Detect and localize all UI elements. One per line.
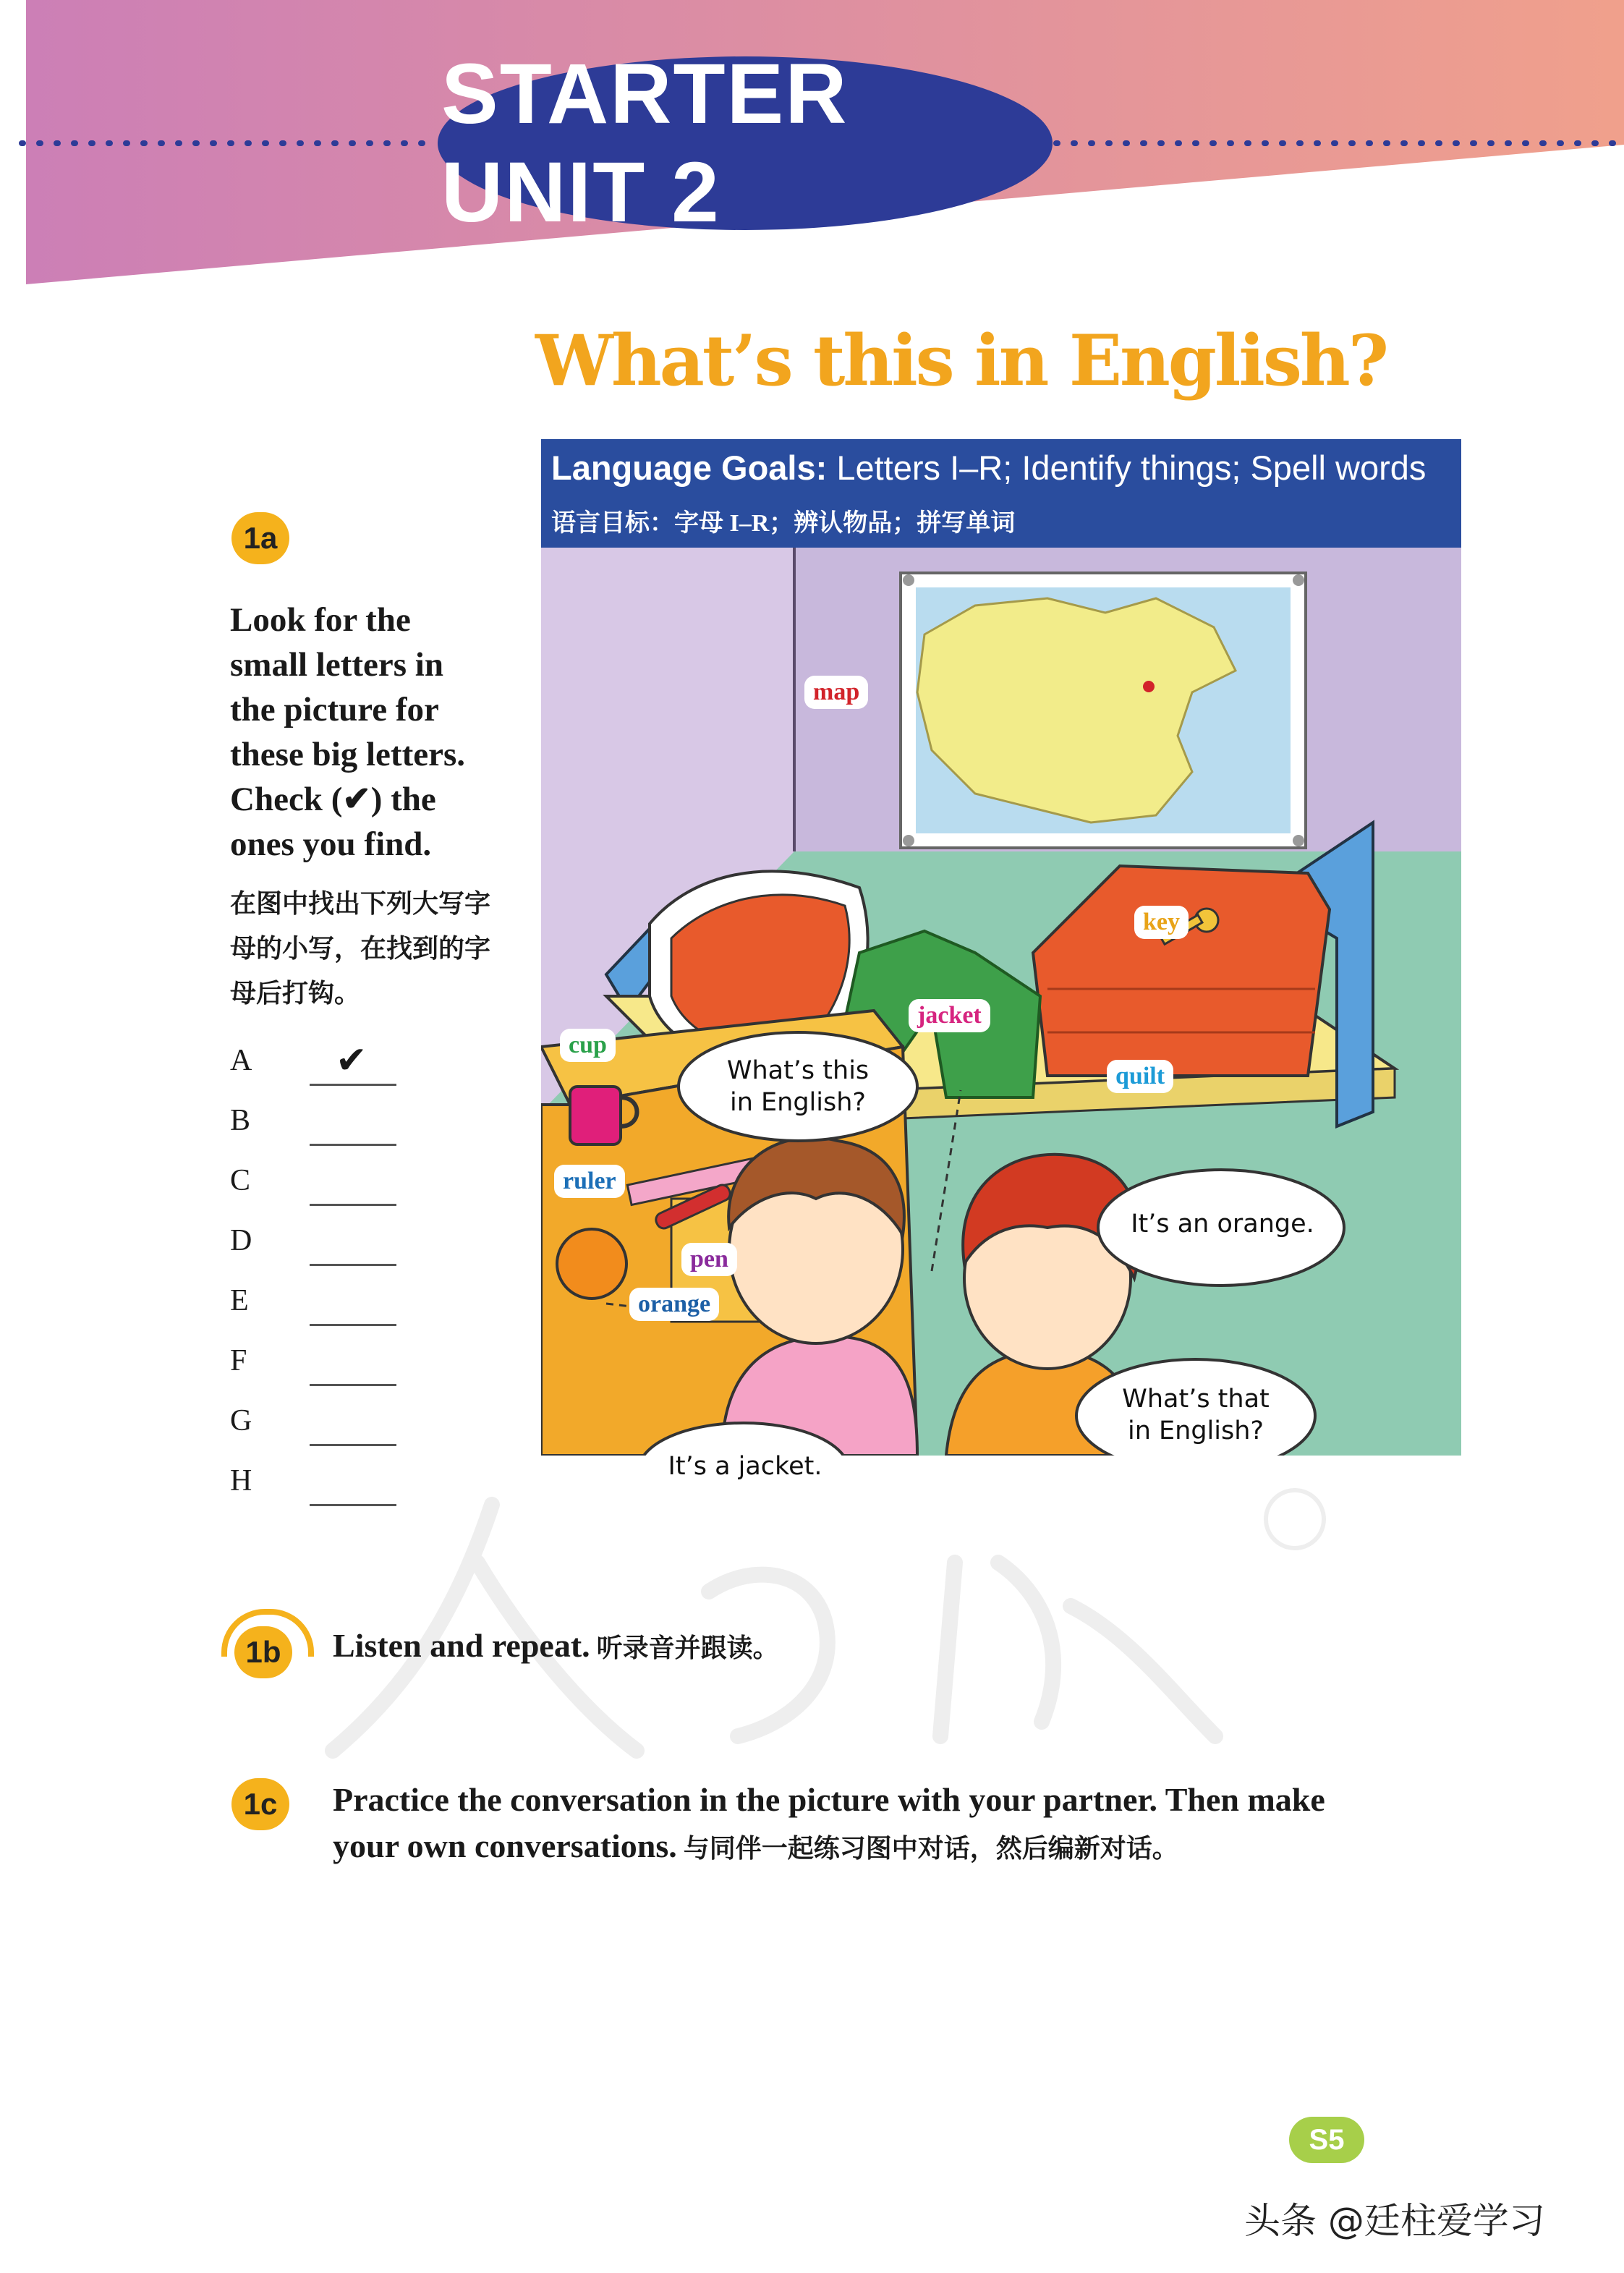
label-quilt: quilt — [1107, 1060, 1173, 1093]
label-cup: cup — [560, 1029, 616, 1062]
instruction-line: Look for the — [230, 601, 411, 639]
instruction-1c — [333, 1777, 1490, 1871]
checklist-letter: B — [230, 1104, 251, 1137]
check-mark: ✔ — [336, 1039, 367, 1082]
section-badge-1a: 1a — [231, 512, 289, 564]
checklist-letter: E — [230, 1284, 249, 1317]
instruction-line: small letters in — [230, 646, 443, 684]
label-orange: orange — [629, 1288, 719, 1321]
bubble-line: in English? — [1128, 1416, 1264, 1445]
instruction-1c-text: your own conversations. — [333, 1827, 677, 1864]
checklist-row — [230, 1403, 404, 1447]
checklist-letter: C — [230, 1164, 251, 1197]
bubble-text-jacket: It’s a jacket. — [668, 1452, 822, 1481]
answer-blank[interactable] — [310, 1264, 396, 1266]
language-goals-label: Language Goals: — [551, 449, 828, 487]
instruction-1b-text: Listen and repeat. — [333, 1627, 590, 1664]
bubble-line: What’s this — [726, 1056, 870, 1085]
instruction-line: Check (✔) the — [230, 781, 436, 818]
label-jacket: jacket — [909, 999, 990, 1032]
answer-blank[interactable] — [310, 1444, 396, 1446]
section-badge-1b: 1b — [234, 1626, 292, 1678]
bubble-text-orange: It’s an orange. — [1131, 1210, 1314, 1239]
instruction-1b-chinese: 听录音并跟读。 — [590, 1633, 779, 1662]
instruction-cn-line: 母的小写，在找到的字 — [230, 934, 491, 963]
language-goals-box — [541, 439, 1461, 548]
label-map: map — [804, 676, 868, 709]
section-badge-1c: 1c — [231, 1778, 289, 1830]
headphones-icon — [221, 1609, 314, 1657]
instruction-line: these big letters. — [230, 736, 465, 773]
checklist-row — [230, 1163, 404, 1207]
lesson-title: What’s this in English? — [535, 320, 1387, 402]
instruction-1b — [333, 1626, 779, 1665]
checklist-row — [230, 1343, 404, 1387]
label-key: key — [1134, 906, 1189, 939]
language-goals-chinese: 语言目标：字母 I–R；辨认物品；拼写单词 — [551, 510, 1016, 537]
bubble-line: What’s that — [1122, 1385, 1270, 1414]
unit-title: STARTER UNIT 2 — [441, 46, 849, 240]
orange-drawing — [557, 1229, 626, 1299]
label-ruler: ruler — [554, 1165, 625, 1198]
boy-left — [722, 1138, 917, 1456]
instruction-1a-chinese — [230, 881, 512, 1016]
bubble-text-whats-this — [693, 1055, 903, 1118]
bubble-text-whats-that — [1091, 1383, 1301, 1447]
checklist-letter: D — [230, 1224, 252, 1257]
answer-blank[interactable] — [310, 1324, 396, 1326]
language-goals-text: Letters I–R; Identify things; Spell words — [827, 449, 1427, 487]
bubble-line: in English? — [730, 1088, 866, 1117]
checklist-row — [230, 1039, 404, 1087]
instruction-cn-line: 在图中找出下列大写字 — [230, 889, 491, 918]
language-goals-english — [551, 448, 1426, 488]
instruction-1c-chinese: 与同伴一起练习图中对话，然后编新对话。 — [676, 1834, 1178, 1863]
instruction-line: ones you find. — [230, 825, 432, 863]
answer-blank[interactable] — [310, 1144, 396, 1146]
answer-blank[interactable] — [310, 1084, 396, 1086]
label-pen: pen — [681, 1243, 737, 1276]
answer-blank[interactable] — [310, 1384, 396, 1386]
checklist-letter: G — [230, 1404, 252, 1437]
checklist-row — [230, 1283, 404, 1327]
instruction-cn-line: 母后打钩。 — [230, 979, 361, 1008]
source-credit: 头条 @廷柱爱学习 — [1244, 2200, 1545, 2242]
checklist-row — [230, 1223, 404, 1267]
instruction-1a — [230, 598, 519, 867]
checklist-letter: F — [230, 1344, 247, 1377]
page-number: S5 — [1289, 2117, 1364, 2163]
wall-map — [901, 573, 1306, 848]
instruction-1c-line: Practice the conversation in the picture with your partner. Then make — [333, 1781, 1325, 1818]
checklist-row — [230, 1103, 404, 1147]
instruction-line: the picture for — [230, 691, 439, 728]
checklist-letter: A — [230, 1044, 252, 1077]
instruction-1c-line — [333, 1823, 1490, 1871]
checklist-letter: H — [230, 1464, 252, 1497]
answer-blank[interactable] — [310, 1204, 396, 1206]
